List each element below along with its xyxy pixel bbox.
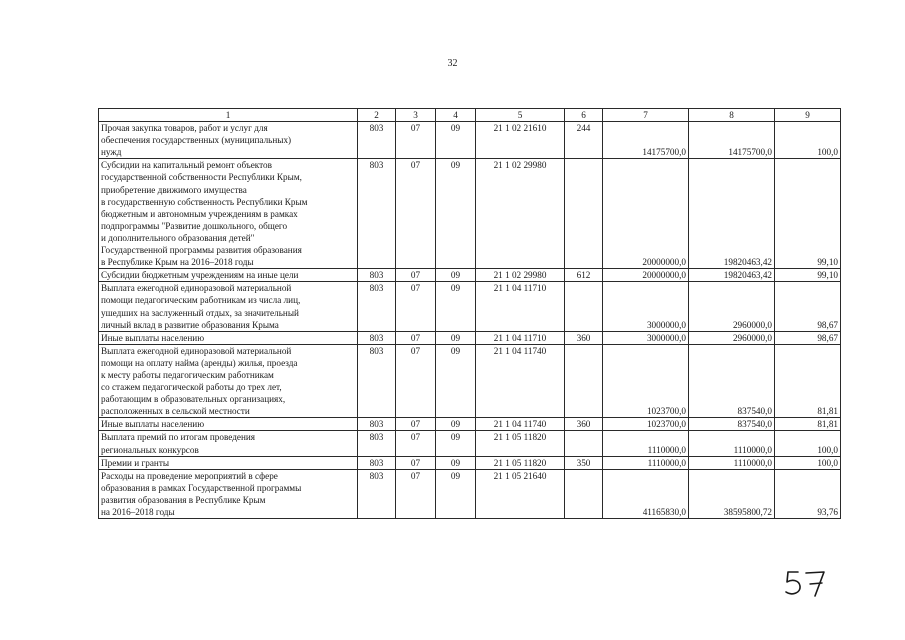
header-cell: 7	[603, 109, 689, 122]
cell-percent: 81,81	[775, 344, 841, 418]
cell-section: 07	[396, 456, 436, 469]
description-line: бюджетным и автономным учреждениям в рамках	[101, 208, 298, 219]
cell-target-article: 21 1 05 11820	[476, 431, 565, 456]
cell-section: 07	[396, 418, 436, 431]
cell-expense-type: 360	[565, 418, 603, 431]
cell-expense-type	[565, 159, 603, 269]
header-cell: 5	[476, 109, 565, 122]
cell-executed: 1110000,0	[689, 431, 775, 456]
cell-gov-code: 803	[358, 418, 396, 431]
cell-executed: 19820463,42	[689, 269, 775, 282]
header-cell: 1	[99, 109, 358, 122]
cell-gov-code: 803	[358, 122, 396, 159]
table-row	[99, 159, 841, 269]
cell-section: 07	[396, 469, 436, 518]
table-row	[99, 122, 841, 159]
header-cell: 6	[565, 109, 603, 122]
cell-description	[99, 269, 358, 282]
cell-gov-code: 803	[358, 431, 396, 456]
cell-expense-type: 612	[565, 269, 603, 282]
description-line: в Республике Крым на 2016–2018 годы	[101, 257, 254, 268]
cell-executed: 2960000,0	[689, 331, 775, 344]
cell-description	[99, 159, 358, 269]
header-cell: 9	[775, 109, 841, 122]
cell-planned: 20000000,0	[603, 269, 689, 282]
cell-target-article: 21 1 02 29980	[476, 159, 565, 269]
cell-gov-code: 803	[358, 456, 396, 469]
cell-gov-code: 803	[358, 344, 396, 418]
description-line: образования в рамках Государственной программы	[101, 482, 302, 493]
cell-description	[99, 344, 358, 418]
table-row	[99, 431, 841, 456]
cell-description	[99, 431, 358, 456]
description-line: к месту работы педагогическим работникам	[101, 369, 274, 380]
cell-section: 07	[396, 331, 436, 344]
cell-planned: 3000000,0	[603, 331, 689, 344]
cell-percent: 99,10	[775, 159, 841, 269]
cell-expense-type	[565, 469, 603, 518]
cell-executed: 14175700,0	[689, 122, 775, 159]
table-row	[99, 282, 841, 331]
table-row	[99, 456, 841, 469]
cell-executed: 19820463,42	[689, 159, 775, 269]
cell-executed: 2960000,0	[689, 282, 775, 331]
description-line: на 2016–2018 годы	[101, 507, 175, 517]
cell-subsection: 09	[436, 282, 476, 331]
description-line: Иные выплаты населению	[101, 419, 205, 430]
cell-gov-code: 803	[358, 159, 396, 269]
description-line: Расходы на проведение мероприятий в сфере	[101, 470, 278, 481]
cell-planned: 41165830,0	[603, 469, 689, 518]
header-cell: 2	[358, 109, 396, 122]
table-row	[99, 344, 841, 418]
cell-percent: 93,76	[775, 469, 841, 518]
cell-subsection: 09	[436, 418, 476, 431]
cell-description	[99, 418, 358, 431]
description-line: Субсидии бюджетным учреждениям на иные цели	[101, 270, 299, 281]
cell-target-article: 21 1 02 21610	[476, 122, 565, 159]
cell-executed: 837540,0	[689, 344, 775, 418]
description-line: и дополнительного образования детей"	[101, 232, 255, 243]
cell-section: 07	[396, 431, 436, 456]
cell-executed: 1110000,0	[689, 456, 775, 469]
description-line: подпрограммы "Развитие дошкольного, общего	[101, 220, 288, 231]
cell-executed: 837540,0	[689, 418, 775, 431]
description-line: личный вклад в развитие образования Крыма	[101, 319, 279, 330]
description-line: помощи на оплату найма (аренды) жилья, проезда	[101, 357, 298, 368]
description-line: региональных конкурсов	[101, 444, 199, 455]
cell-target-article: 21 1 04 11710	[476, 282, 565, 331]
description-line: нужд	[101, 147, 122, 158]
cell-subsection: 09	[436, 159, 476, 269]
cell-description	[99, 282, 358, 331]
cell-subsection: 09	[436, 469, 476, 518]
header-cell: 4	[436, 109, 476, 122]
page-number: 32	[447, 58, 458, 69]
cell-section: 07	[396, 159, 436, 269]
cell-subsection: 09	[436, 269, 476, 282]
table-row	[99, 418, 841, 431]
cell-percent: 81,81	[775, 418, 841, 431]
description-line: развития образования в Республике Крым	[101, 494, 266, 505]
cell-subsection: 09	[436, 122, 476, 159]
cell-expense-type	[565, 431, 603, 456]
description-line: Премии и гранты	[101, 457, 170, 468]
cell-gov-code: 803	[358, 469, 396, 518]
cell-planned: 3000000,0	[603, 282, 689, 331]
description-line: Выплата ежегодной единоразовой материальной	[101, 283, 292, 294]
cell-target-article: 21 1 04 11740	[476, 418, 565, 431]
cell-section: 07	[396, 344, 436, 418]
description-line: расположенных в сельской местности	[101, 406, 250, 417]
cell-expense-type	[565, 282, 603, 331]
cell-expense-type: 244	[565, 122, 603, 159]
cell-description	[99, 122, 358, 159]
cell-expense-type: 360	[565, 331, 603, 344]
cell-planned: 1110000,0	[603, 456, 689, 469]
cell-percent: 100,0	[775, 431, 841, 456]
cell-gov-code: 803	[358, 331, 396, 344]
description-line: ушедших на заслуженный отдых, за значительный	[101, 307, 299, 318]
description-line: со стажем педагогической работы до трех лет,	[101, 382, 282, 393]
description-line: Выплата ежегодной единоразовой материальной	[101, 345, 292, 356]
table-row	[99, 469, 841, 518]
description-line: приобретение движимого имущества	[101, 184, 247, 195]
description-line: Выплата премий по итогам проведения	[101, 432, 256, 443]
description-line: Прочая закупка товаров, работ и услуг для	[101, 123, 268, 134]
cell-gov-code: 803	[358, 269, 396, 282]
cell-description	[99, 331, 358, 344]
cell-subsection: 09	[436, 431, 476, 456]
cell-percent: 98,67	[775, 282, 841, 331]
cell-planned: 14175700,0	[603, 122, 689, 159]
cell-subsection: 09	[436, 456, 476, 469]
cell-subsection: 09	[436, 344, 476, 418]
cell-target-article: 21 1 05 21640	[476, 469, 565, 518]
description-line: помощи педагогическим работникам из числа лиц,	[101, 295, 301, 306]
cell-gov-code: 803	[358, 282, 396, 331]
cell-percent: 100,0	[775, 456, 841, 469]
cell-planned: 1023700,0	[603, 418, 689, 431]
table-row	[99, 269, 841, 282]
cell-target-article: 21 1 04 11710	[476, 331, 565, 344]
cell-description	[99, 456, 358, 469]
cell-section: 07	[396, 269, 436, 282]
table-row	[99, 331, 841, 344]
header-cell: 8	[689, 109, 775, 122]
budget-table	[98, 108, 841, 519]
cell-percent: 100,0	[775, 122, 841, 159]
cell-subsection: 09	[436, 331, 476, 344]
description-line: обеспечения государственных (муниципальных)	[101, 135, 292, 146]
description-line: работающим в образовательных организациях,	[101, 394, 286, 405]
cell-target-article: 21 1 04 11740	[476, 344, 565, 418]
header-cell: 3	[396, 109, 436, 122]
cell-target-article: 21 1 02 29980	[476, 269, 565, 282]
cell-percent: 98,67	[775, 331, 841, 344]
cell-section: 07	[396, 282, 436, 331]
description-line: Государственной программы развития образования	[101, 245, 302, 256]
cell-planned: 1023700,0	[603, 344, 689, 418]
cell-description	[99, 469, 358, 518]
cell-expense-type: 350	[565, 456, 603, 469]
cell-percent: 99,10	[775, 269, 841, 282]
cell-target-article: 21 1 05 11820	[476, 456, 565, 469]
description-line: в государственную собственность Республики Крым	[101, 196, 308, 207]
description-line: Субсидии на капитальный ремонт объектов	[101, 160, 272, 171]
description-line: государственной собственности Республики Крым,	[101, 172, 302, 183]
cell-expense-type	[565, 344, 603, 418]
cell-section: 07	[396, 122, 436, 159]
cell-planned: 1110000,0	[603, 431, 689, 456]
handwritten-page-mark	[782, 566, 832, 600]
cell-executed: 38595800,72	[689, 469, 775, 518]
table-header-row	[99, 109, 841, 122]
description-line: Иные выплаты населению	[101, 332, 205, 343]
cell-planned: 20000000,0	[603, 159, 689, 269]
